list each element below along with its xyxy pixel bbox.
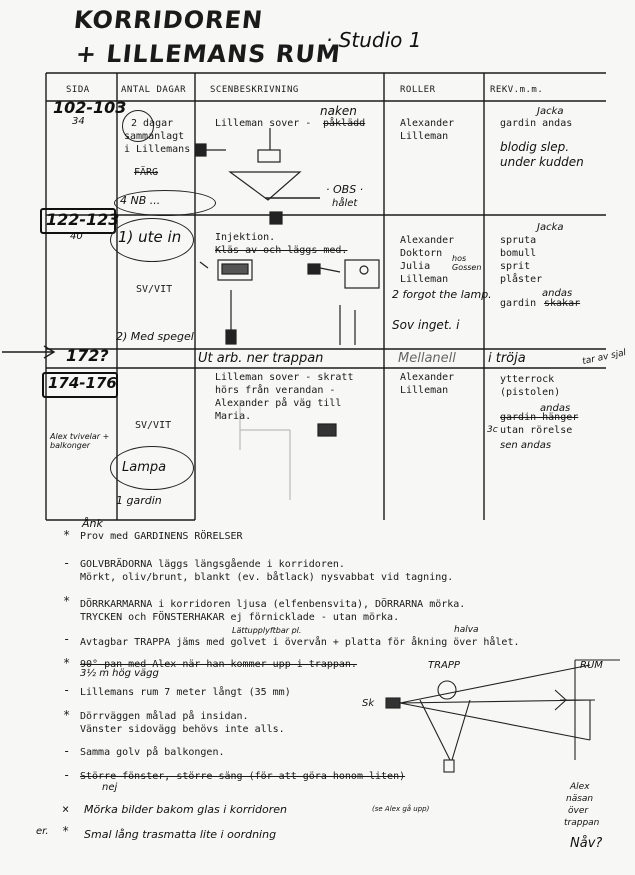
row2-rekv-0: spruta [500, 235, 537, 246]
header-antal-dagar: ANTAL DAGAR [121, 85, 187, 95]
extra-note-1: Mörka bilder bakom glas i korridoren [84, 803, 287, 816]
row2-rekv-3: plåster [500, 274, 543, 285]
note-bullet-0: * [63, 528, 71, 542]
extra-note-2: Smal lång trasmatta lite i oordning [84, 828, 277, 841]
ninety-hand: 3½ m hög vägg [80, 668, 159, 679]
note-1-line-0: GOLVBRÄDORNA läggs längsgående i korridoren. [80, 559, 345, 570]
note-2-line-1: TRYCKEN och FÖNSTERHAKAR ej förnicklade - utan mörka. [80, 612, 400, 623]
note-5-line-0: Lillemans rum 7 meter långt (35 mm) [80, 687, 291, 698]
row2-dagar-hand2: 2) Med spegel [116, 330, 194, 343]
header-sida: SIDA [66, 85, 90, 95]
row3-rekv-struck: gardin hänger [500, 412, 579, 423]
row3-scen-2: Alexander på väg till [215, 398, 342, 409]
row3-rekv-0: ytterrock [500, 374, 555, 385]
note-6-line-0: Dörrväggen målad på insidan. [80, 711, 249, 722]
row2-scen-struck: Kläs av och läggs med. [215, 245, 348, 256]
note-4-line-0: 90° pan med Alex när han kommer upp i trappan. [80, 659, 357, 670]
row1-scen: Lilleman sover - [215, 118, 312, 129]
row3-rekv-1: (pistolen) [500, 387, 561, 398]
row3-rekv-andas: andas [540, 403, 571, 414]
er-hand: er. [36, 826, 49, 837]
row-insert-rekv: i tröja [488, 351, 526, 366]
note-bullet-5: - [63, 683, 71, 697]
row3-scen-0: Lilleman sover - skratt [215, 372, 354, 383]
row-insert-roller: Mellanell [398, 351, 456, 366]
row2-rekv-1: bomull [500, 248, 537, 259]
row2-roller-0: Alexander [400, 235, 455, 246]
row3-roller-0: Alexander [400, 372, 455, 383]
row2-rekv-gardin: gardin [500, 298, 537, 309]
row1-rekv-hand-0: blodig slep. [500, 140, 570, 154]
alex-nasan-0: Alex [570, 782, 590, 792]
row2-rekv-2: sprit [500, 261, 531, 272]
nej-hand: nej [102, 782, 118, 793]
header-roller: ROLLER [400, 85, 436, 95]
row1-rekv-hand-top: Jacka [537, 106, 564, 117]
extra-bullet-1: × [62, 802, 70, 816]
row3-sida: 174-176 [48, 374, 117, 392]
row2-dagar-mid: SV/VIT [136, 284, 173, 295]
row2-roller-2: Julia [400, 261, 431, 272]
note-bullet-2: * [63, 594, 71, 608]
alex-nasan-1: näsan [566, 794, 594, 804]
row3-roller-1: Lilleman [400, 385, 449, 396]
note-3-line-0: Avtagbar TRAPPA jäms med golvet i övervån + platta för åkning över hålet. [80, 637, 520, 648]
note-6-line-1: Vänster sidovägg behövs inte alls. [80, 724, 285, 735]
row1-scen-hand: naken [320, 104, 357, 118]
diagram-trapp: TRAPP [428, 660, 460, 671]
row1-rekv-hand-1: under kudden [500, 155, 584, 169]
row2-sida: 122-123 [46, 210, 120, 229]
row2-rekv-andas: andas [542, 288, 573, 299]
studio-label: · Studio 1 [326, 28, 422, 52]
row1-dagar-0: 2 dagar [131, 118, 174, 129]
row2-rekv-gardin-struck: skakar [544, 298, 581, 309]
row3-dagar-hand-0: Lampa [122, 460, 167, 475]
row2-rekv-hand-top: Jacka [537, 222, 564, 233]
row3-rekv-note-num: 3c [487, 425, 498, 435]
extra-note-1-small: (se Alex gå upp) [372, 805, 430, 813]
row2-sida-sub: 40 [70, 231, 83, 242]
note-bullet-7: - [63, 744, 71, 758]
note-0-line-0: Prov med GARDINENS RÖRELSER [80, 531, 243, 542]
row1-roller-1: Lilleman [400, 131, 449, 142]
alex-nasan-2: över [568, 806, 589, 816]
row2-roller-hand3: Sov inget. i [392, 318, 460, 332]
header-scenbeskrivning: SCENBESKRIVNING [210, 85, 299, 95]
row1-sida: 102-103 [53, 98, 127, 117]
header-rekv: REKV.m.m. [490, 85, 544, 95]
row1-scen-obs: · OBS · [326, 183, 364, 196]
extra-bullet-2: * [62, 824, 70, 838]
row1-scen-struck: påklädd [323, 118, 366, 129]
row1-dagar-hand: 4 NB ... [120, 194, 161, 207]
note-bullet-1: - [63, 556, 71, 570]
title-line-1: KORRIDOREN [72, 6, 265, 34]
diagram-rum: RUM [580, 660, 603, 671]
row-insert-rekv2: tar av sjal [581, 348, 628, 368]
row3-scen-3: Maria. [215, 411, 252, 422]
halva-hand: halva [454, 625, 479, 635]
row3-dagar-hand-bottom: Ånk [82, 517, 103, 530]
row2-dagar-hand: 1) ute in [118, 228, 182, 246]
row1-rekv: gardin andas [500, 118, 573, 129]
note-8-line-0: Större fönster, större säng (för att göra honom liten) [80, 771, 406, 782]
row3-rekv-note: utan rörelse [500, 425, 573, 436]
note-2-line-0: DÖRRKARMARNA i korridoren ljusa (elfenbensvita), DÖRRARNA mörka. [80, 599, 466, 610]
note-bullet-3: - [63, 632, 71, 646]
row2-roller-1: Doktorn [400, 248, 443, 259]
row2-scen: Injektion. [215, 232, 276, 243]
alex-nasan-3: trappan [564, 818, 600, 828]
row3-scen-1: hörs från verandan - [215, 385, 336, 396]
row2-roller-hand2: 2 forgot the lamp. [392, 288, 492, 301]
note-7-line-0: Samma golv på balkongen. [80, 747, 225, 758]
row1-dagar-1: sammanlagt [124, 131, 185, 142]
row1-dagar-struck: FÄRG [134, 167, 159, 178]
row-insert-sida: 172? [66, 346, 109, 365]
alex-nasan-4: Nåv? [570, 836, 603, 851]
row1-roller-0: Alexander [400, 118, 455, 129]
row3-dagar-hand-1: 1 gardin [116, 494, 162, 507]
row1-scen-halet: hålet [332, 198, 358, 209]
row1-sida-sub: 34 [72, 116, 85, 127]
row3-rekv-hand: sen andas [500, 440, 552, 451]
row2-roller-hand: hos Gossen [452, 254, 482, 272]
row1-dagar-2: i Lillemans [124, 144, 191, 155]
note-1-line-1: Mörkt, oliv/brunt, blankt (ev. båtlack) nysvabbat vid tagning. [80, 572, 454, 583]
note-bullet-6: * [63, 708, 71, 722]
note-bullet-8: - [63, 768, 71, 782]
diagram-sk: Sk [362, 698, 375, 709]
row3-dagar: SV/VIT [135, 420, 172, 431]
title-line-2: + LILLEMANS RUM [74, 40, 343, 68]
trappa-above-hand: Lättupplyftbar pl. [232, 626, 302, 635]
note-bullet-4: * [63, 656, 71, 670]
row-insert-scen: Ut arb. ner trappan [198, 351, 324, 366]
row3-dagar-hand-left: Alex tvivelar + balkonger [50, 432, 110, 450]
row2-roller-3: Lilleman [400, 274, 449, 285]
